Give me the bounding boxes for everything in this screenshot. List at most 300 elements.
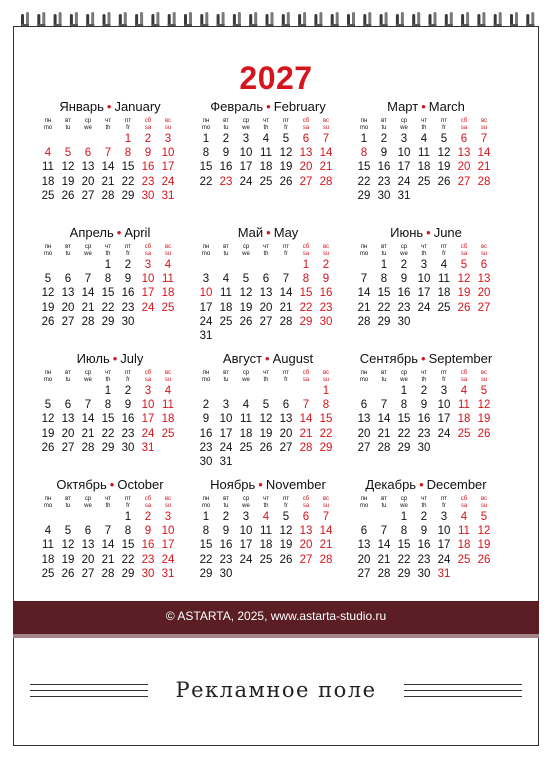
weekday-label <box>118 367 138 384</box>
weekday-ru: ср <box>400 496 408 502</box>
day: 16 <box>377 161 391 174</box>
month-name-en: January <box>114 99 161 114</box>
days-list <box>196 384 336 469</box>
weekday-label <box>394 241 414 258</box>
day: 12 <box>239 287 253 300</box>
holiday-day: 3 <box>164 133 172 145</box>
holiday-day: 21 <box>319 539 333 552</box>
day: 23 <box>219 553 233 566</box>
month-days-grid <box>196 115 336 189</box>
day: 9 <box>124 273 132 286</box>
holiday-day: 10 <box>161 525 175 538</box>
day: 20 <box>357 553 371 566</box>
day: 22 <box>397 553 411 566</box>
weekday-label <box>138 115 158 132</box>
month-days-grid <box>354 493 494 581</box>
day: 20 <box>61 301 75 314</box>
weekday-label <box>138 493 158 510</box>
weekday-en: tu <box>223 502 229 509</box>
day: 30 <box>219 567 233 580</box>
day: 22 <box>121 553 135 566</box>
holiday-day: 23 <box>141 175 155 188</box>
weekday-label <box>394 493 414 510</box>
weekday-header <box>38 115 178 132</box>
holiday-day: 21 <box>299 427 313 440</box>
month-name-en: August <box>272 351 314 366</box>
weekday-en: fr <box>126 250 130 257</box>
weekday-label <box>414 493 434 510</box>
day: 25 <box>41 189 55 202</box>
weekday-en: fr <box>284 124 288 131</box>
weekday-label <box>296 241 316 258</box>
day: 31 <box>199 329 213 342</box>
weekday-ru: пт <box>125 244 131 250</box>
holiday-day: 27 <box>299 553 313 566</box>
weekday-ru: ср <box>400 244 408 250</box>
weekday-ru: пн <box>360 370 368 376</box>
weekday-label <box>374 367 394 384</box>
day: 22 <box>377 301 391 314</box>
day: 5 <box>440 133 448 145</box>
weekday-ru: чт <box>421 496 427 502</box>
day: 9 <box>222 525 230 538</box>
day: 25 <box>259 553 273 566</box>
holiday-day: 7 <box>480 133 488 145</box>
holiday-day: 9 <box>144 525 152 538</box>
weekday-label <box>78 493 98 510</box>
weekday-ru: ср <box>242 496 250 502</box>
holiday-day: 2 <box>144 511 152 523</box>
weekday-label <box>98 115 118 132</box>
month-days-grid <box>196 493 336 581</box>
day: 22 <box>121 175 135 188</box>
day: 13 <box>279 413 293 426</box>
day: 23 <box>121 301 135 314</box>
holiday-day: 30 <box>141 189 155 202</box>
month-october <box>35 477 185 581</box>
separator-dot: • <box>258 477 263 492</box>
holiday-day: 8 <box>322 399 330 412</box>
holiday-day: 13 <box>299 525 313 538</box>
day: 8 <box>104 399 112 412</box>
empty-day-cell <box>216 258 236 272</box>
weekday-label <box>118 493 138 510</box>
day: 27 <box>81 567 95 580</box>
month-february <box>193 99 343 189</box>
weekday-ru: ср <box>84 370 92 376</box>
day: 7 <box>84 399 92 412</box>
days-list <box>196 132 336 189</box>
weekday-en: sa <box>460 502 468 509</box>
day: 3 <box>440 511 448 523</box>
weekday-en: su <box>164 502 172 509</box>
weekday-label <box>256 115 276 132</box>
weekday-label <box>474 367 494 384</box>
holiday-day: 24 <box>161 175 175 188</box>
day: 14 <box>377 413 391 426</box>
weekday-label <box>38 367 58 384</box>
separator-dot: • <box>419 477 424 492</box>
weekday-ru: вт <box>381 118 387 124</box>
weekday-en: th <box>105 502 111 509</box>
holiday-day: 10 <box>199 287 213 300</box>
weekday-ru: пн <box>202 244 210 250</box>
day: 2 <box>124 259 132 271</box>
separator-dot: • <box>265 351 270 366</box>
day: 27 <box>279 441 293 454</box>
holiday-day: 6 <box>480 259 488 271</box>
holiday-day: 28 <box>319 175 333 188</box>
month-days-grid <box>38 367 178 455</box>
day: 30 <box>121 441 135 454</box>
day: 14 <box>101 161 115 174</box>
day: 7 <box>360 273 368 286</box>
empty-day-cell <box>374 510 394 524</box>
day: 17 <box>417 287 431 300</box>
empty-day-cell <box>236 258 256 272</box>
holiday-day: 26 <box>477 427 491 440</box>
day: 18 <box>259 161 273 174</box>
weekday-label <box>296 367 316 384</box>
empty-day-cell <box>354 384 374 398</box>
day: 13 <box>81 161 95 174</box>
holiday-day: 18 <box>457 539 471 552</box>
day: 18 <box>41 553 55 566</box>
day: 14 <box>81 287 95 300</box>
weekday-en: sa <box>460 124 468 131</box>
day: 21 <box>81 427 95 440</box>
day: 12 <box>437 147 451 160</box>
weekday-header <box>354 115 494 132</box>
holiday-day: 24 <box>161 553 175 566</box>
holiday-day: 26 <box>477 553 491 566</box>
weekday-ru: чт <box>263 370 269 376</box>
weekday-ru: ср <box>242 244 250 250</box>
holiday-day: 4 <box>460 385 468 397</box>
holiday-day: 20 <box>299 161 313 174</box>
weekday-ru: вс <box>480 496 488 502</box>
weekday-en: sa <box>460 250 468 257</box>
empty-day-cell <box>196 258 216 272</box>
holiday-day: 20 <box>299 539 313 552</box>
day: 29 <box>121 189 135 202</box>
days-list <box>38 258 178 329</box>
holiday-day: 4 <box>164 259 172 271</box>
holiday-day: 16 <box>141 161 155 174</box>
month-name-en: October <box>117 477 164 492</box>
days-list <box>38 510 178 581</box>
weekday-ru: пн <box>202 496 210 502</box>
day: 23 <box>377 175 391 188</box>
holiday-day: 14 <box>477 147 491 160</box>
weekday-label <box>98 241 118 258</box>
holiday-day: 31 <box>161 567 175 580</box>
holiday-day: 11 <box>458 525 470 538</box>
weekday-label <box>316 115 336 132</box>
weekday-ru: пт <box>125 118 131 124</box>
month-title <box>351 225 501 241</box>
day: 13 <box>357 539 371 552</box>
weekday-label <box>394 367 414 384</box>
day: 24 <box>199 315 213 328</box>
weekday-ru: вт <box>65 244 71 250</box>
day: 24 <box>397 175 411 188</box>
day: 11 <box>240 413 252 426</box>
empty-day-cell <box>296 384 316 398</box>
day: 9 <box>400 273 408 286</box>
month-name-ru: Июнь <box>390 225 424 240</box>
weekday-ru: вт <box>381 244 387 250</box>
separator-dot: • <box>266 99 271 114</box>
holiday-day: 18 <box>457 413 471 426</box>
day: 10 <box>239 147 253 160</box>
holiday-day: 8 <box>124 147 132 160</box>
day: 10 <box>437 525 451 538</box>
separator-dot: • <box>421 351 426 366</box>
holiday-day: 28 <box>477 175 491 188</box>
weekday-label <box>98 367 118 384</box>
weekday-en: th <box>263 376 269 383</box>
month-title <box>35 477 185 493</box>
weekday-label <box>196 367 216 384</box>
empty-day-cell <box>98 132 118 146</box>
weekday-label <box>434 241 454 258</box>
weekday-ru: ср <box>242 118 250 124</box>
weekday-en: fr <box>442 124 446 131</box>
day: 8 <box>104 273 112 286</box>
weekday-en: tu <box>223 376 229 383</box>
month-name-ru: Декабрь <box>365 477 417 492</box>
weekday-en: we <box>242 376 250 383</box>
holiday-day: 5 <box>64 147 72 160</box>
weekday-ru: вт <box>223 370 229 376</box>
month-name-en: May <box>273 225 299 240</box>
holiday-day: 23 <box>319 301 333 314</box>
day: 11 <box>42 161 54 174</box>
month-days-grid <box>196 367 336 469</box>
days-list <box>354 258 494 329</box>
holiday-day: 15 <box>299 287 313 300</box>
day: 24 <box>437 427 451 440</box>
holiday-day: 1 <box>302 259 310 271</box>
day: 22 <box>101 301 115 314</box>
weekday-en: mo <box>43 376 53 383</box>
weekday-label <box>434 493 454 510</box>
holiday-day: 12 <box>477 399 491 412</box>
footer-bar: © ASTARTA, 2025, www.astarta-studio.ru <box>13 601 539 634</box>
weekday-ru: пт <box>441 118 447 124</box>
holiday-day: 31 <box>437 567 451 580</box>
day: 26 <box>61 567 75 580</box>
weekday-en: mo <box>43 502 53 509</box>
month-name-en: November <box>265 477 326 492</box>
weekday-header <box>38 367 178 384</box>
weekday-label <box>354 241 374 258</box>
weekday-ru: сб <box>302 118 310 124</box>
weekday-en: mo <box>201 502 211 509</box>
day: 16 <box>121 413 135 426</box>
month-name-en: April <box>124 225 151 240</box>
day: 26 <box>259 441 273 454</box>
weekday-ru: пт <box>441 244 447 250</box>
holiday-day: 29 <box>319 441 333 454</box>
month-title <box>193 477 343 493</box>
holiday-day: 31 <box>141 441 155 454</box>
holiday-day: 4 <box>262 511 270 523</box>
holiday-day: 11 <box>162 399 174 412</box>
day: 19 <box>61 553 75 566</box>
day: 10 <box>239 525 253 538</box>
day: 15 <box>121 161 135 174</box>
weekday-label <box>158 115 178 132</box>
weekday-ru: вт <box>223 244 229 250</box>
day: 2 <box>124 385 132 397</box>
weekday-label <box>118 115 138 132</box>
weekday-label <box>434 367 454 384</box>
holiday-day: 1 <box>124 133 132 145</box>
weekday-label <box>374 493 394 510</box>
holiday-day: 3 <box>164 511 172 523</box>
empty-day-cell <box>196 384 216 398</box>
separator-dot: • <box>266 225 271 240</box>
day: 14 <box>377 539 391 552</box>
holiday-day: 27 <box>299 175 313 188</box>
month-title <box>351 477 501 493</box>
day: 2 <box>420 511 428 523</box>
holiday-day: 13 <box>457 147 471 160</box>
day: 15 <box>397 539 411 552</box>
month-name-en: December <box>426 477 487 492</box>
weekday-en: fr <box>442 376 446 383</box>
day: 28 <box>357 315 371 328</box>
weekday-label <box>414 241 434 258</box>
day: 2 <box>380 133 388 145</box>
holiday-day: 6 <box>460 133 468 145</box>
day: 6 <box>282 399 290 412</box>
weekday-label <box>38 493 58 510</box>
weekday-en: su <box>480 124 488 131</box>
day: 24 <box>437 553 451 566</box>
month-title <box>351 351 501 367</box>
weekday-label <box>414 115 434 132</box>
month-days-grid <box>38 493 178 581</box>
weekday-en: su <box>322 250 330 257</box>
holiday-day: 27 <box>477 301 491 314</box>
weekday-label <box>316 493 336 510</box>
day: 1 <box>202 133 210 145</box>
weekday-en: su <box>164 376 172 383</box>
weekday-en: mo <box>201 124 211 131</box>
holiday-day: 23 <box>219 175 233 188</box>
day: 1 <box>400 511 408 523</box>
holiday-day: 27 <box>457 175 471 188</box>
holiday-day: 9 <box>144 147 152 160</box>
weekday-en: fr <box>442 250 446 257</box>
empty-day-cell <box>354 510 374 524</box>
month-title <box>193 351 343 367</box>
weekday-header <box>354 367 494 384</box>
holiday-day: 21 <box>319 161 333 174</box>
days-list <box>354 384 494 455</box>
day: 29 <box>101 441 115 454</box>
day: 15 <box>397 413 411 426</box>
empty-day-cell <box>38 258 58 272</box>
empty-day-cell <box>276 258 296 272</box>
weekday-en: sa <box>144 124 152 131</box>
day: 21 <box>101 175 115 188</box>
holiday-day: 19 <box>457 287 471 300</box>
day: 23 <box>417 553 431 566</box>
day: 2 <box>420 385 428 397</box>
weekday-ru: сб <box>144 496 152 502</box>
day: 23 <box>121 427 135 440</box>
month-june <box>351 225 501 329</box>
weekday-label <box>414 367 434 384</box>
weekday-en: tu <box>381 376 387 383</box>
day: 18 <box>41 175 55 188</box>
day: 6 <box>64 399 72 412</box>
holiday-day: 17 <box>141 413 155 426</box>
day: 28 <box>377 567 391 580</box>
day: 22 <box>101 427 115 440</box>
weekday-en: mo <box>43 250 53 257</box>
footer-bar-shadow <box>13 634 539 638</box>
weekday-en: tu <box>381 250 387 257</box>
month-november <box>193 477 343 581</box>
weekday-label <box>374 115 394 132</box>
weekday-en: th <box>263 502 269 509</box>
day: 6 <box>84 525 92 538</box>
holiday-day: 7 <box>302 399 310 412</box>
weekday-en: we <box>84 250 92 257</box>
weekday-label <box>196 493 216 510</box>
weekday-label <box>256 367 276 384</box>
weekday-label <box>236 367 256 384</box>
day: 29 <box>397 567 411 580</box>
weekday-en: we <box>84 124 92 131</box>
day: 4 <box>440 259 448 271</box>
day: 28 <box>377 441 391 454</box>
day: 18 <box>259 539 273 552</box>
day: 10 <box>219 413 233 426</box>
day: 23 <box>397 301 411 314</box>
holiday-day: 30 <box>319 315 333 328</box>
day: 31 <box>219 455 233 468</box>
day: 29 <box>357 189 371 202</box>
weekday-ru: пн <box>44 496 52 502</box>
empty-day-cell <box>78 510 98 524</box>
day: 19 <box>41 427 55 440</box>
day: 8 <box>380 273 388 286</box>
holiday-day: 7 <box>104 147 112 160</box>
holiday-day: 5 <box>480 511 488 523</box>
holiday-day: 25 <box>457 427 471 440</box>
day: 1 <box>360 133 368 145</box>
holiday-day: 6 <box>84 147 92 160</box>
holiday-day: 22 <box>319 427 333 440</box>
separator-dot: • <box>421 99 426 114</box>
day: 28 <box>81 315 95 328</box>
weekday-ru: вс <box>322 118 330 124</box>
month-name-ru: Октябрь <box>56 477 107 492</box>
holiday-day: 16 <box>141 539 155 552</box>
day: 7 <box>380 399 388 412</box>
holiday-day: 25 <box>161 427 175 440</box>
weekday-label <box>196 241 216 258</box>
day: 19 <box>41 301 55 314</box>
weekday-label <box>138 367 158 384</box>
month-april <box>35 225 185 329</box>
